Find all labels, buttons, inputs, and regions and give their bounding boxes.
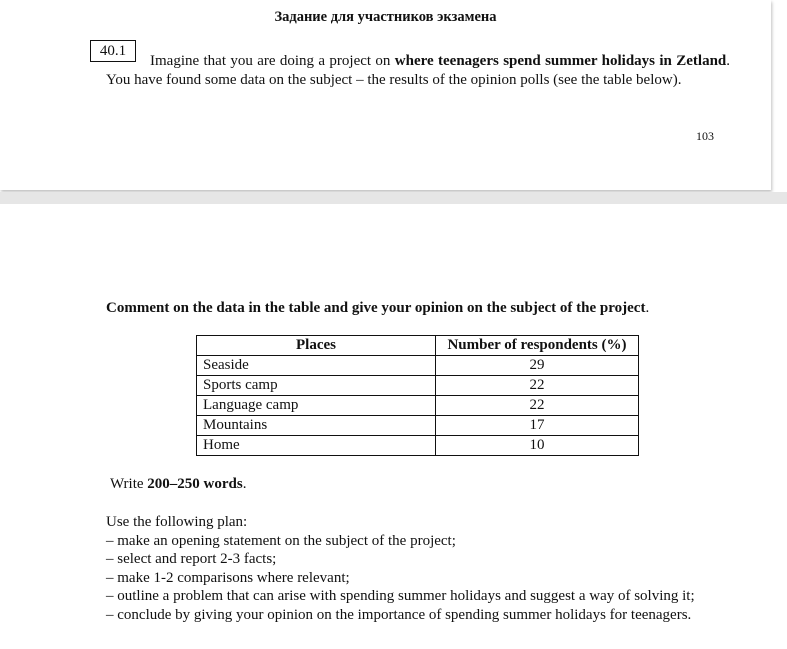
table-row <box>197 376 639 396</box>
value-cell: 10 <box>436 436 639 456</box>
intro-suffix: . You have found some data on the subject – the results of the opinion polls (see the table below). <box>106 53 730 88</box>
task-number: 40.1 <box>90 40 136 62</box>
place-cell: Seaside <box>197 356 436 376</box>
word-count-suffix: . <box>242 476 247 492</box>
place-cell: Language camp <box>197 396 436 416</box>
plan-title: Use the following plan: <box>106 514 248 530</box>
intro-bold: where teenagers spend summer holidays in Zetland <box>394 53 727 69</box>
header-respondents: Number of respondents (%) <box>436 336 639 356</box>
page-separator <box>0 192 787 204</box>
plan-item: – make 1-2 comparisons where relevant; <box>106 569 350 586</box>
value-cell: 22 <box>436 376 639 396</box>
plan-item: – conclude by giving your opinion on the importance of spending summer holidays for teenagers. <box>106 606 692 623</box>
word-count-bold: 200–250 words <box>147 476 243 492</box>
word-count <box>110 476 246 493</box>
instruction <box>106 300 649 317</box>
plan-item: – outline a problem that can arise with spending summer holidays and suggest a way of solving it; <box>106 588 695 605</box>
task-intro <box>106 52 730 90</box>
table-row <box>197 356 639 376</box>
plan-item: – select and report 2-3 facts; <box>106 551 277 568</box>
plan <box>106 513 746 625</box>
page-top <box>0 0 771 190</box>
header-title: Задание для участников экзамена <box>274 9 497 25</box>
data-table <box>196 335 639 456</box>
value-cell: 17 <box>436 416 639 436</box>
plan-item: – make an opening statement on the subject of the project; <box>106 532 456 549</box>
place-cell: Sports camp <box>197 376 436 396</box>
intro-prefix: Imagine that you are doing a project on <box>150 53 395 69</box>
instruction-bold: Comment on the data in the table and give your opinion on the subject of the project <box>106 300 646 316</box>
table-row <box>197 436 639 456</box>
table-row <box>197 396 639 416</box>
word-count-prefix: Write <box>110 476 148 492</box>
value-cell: 29 <box>436 356 639 376</box>
page-number: 103 <box>696 129 714 143</box>
instruction-end: . <box>645 300 650 316</box>
place-cell: Mountains <box>197 416 436 436</box>
header-places: Places <box>197 336 436 356</box>
place-cell: Home <box>197 436 436 456</box>
table-header-row <box>197 336 639 356</box>
value-cell: 22 <box>436 396 639 416</box>
table-row <box>197 416 639 436</box>
